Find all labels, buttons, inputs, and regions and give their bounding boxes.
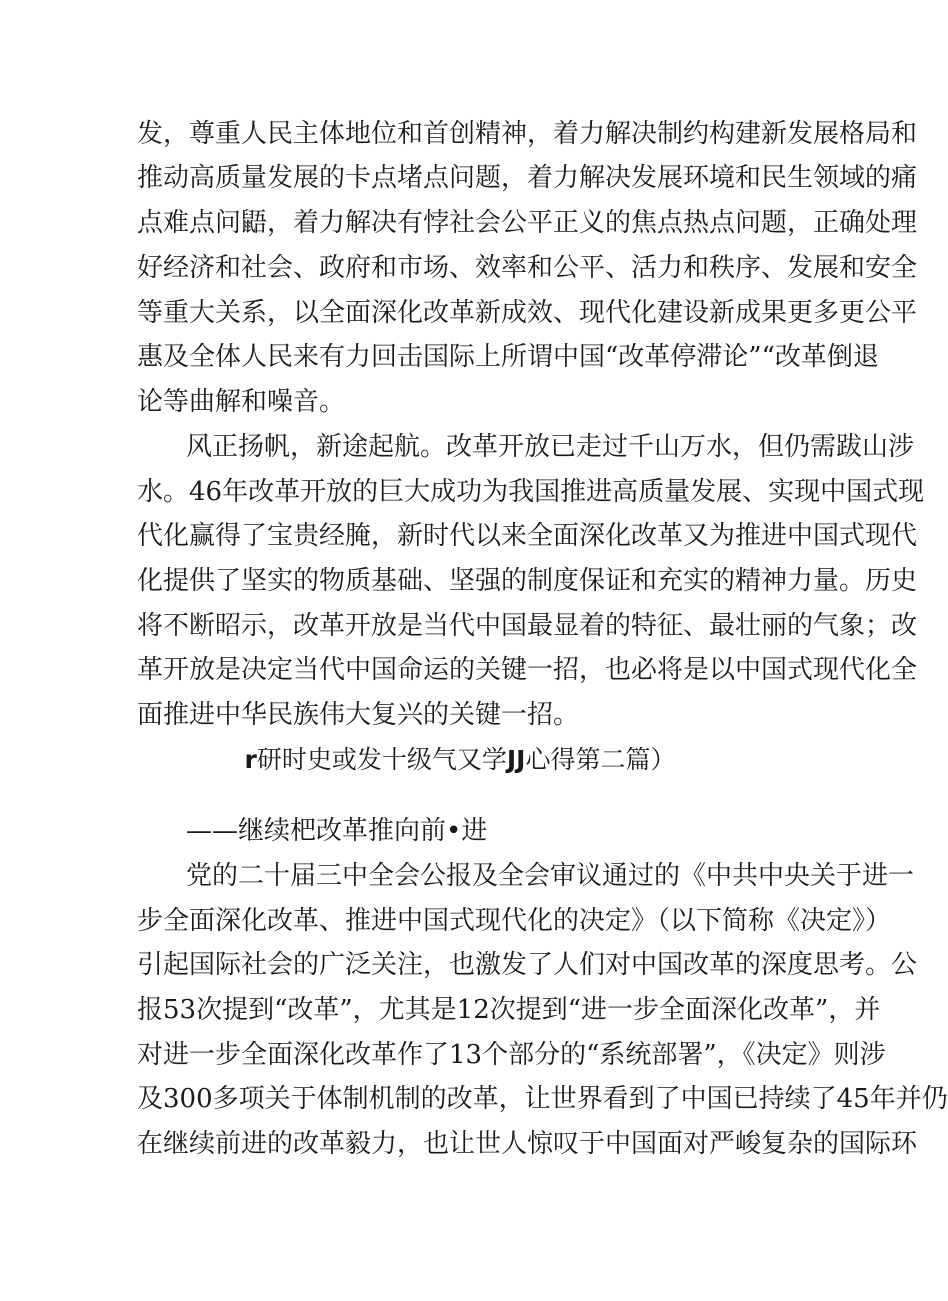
paragraph-1-line: 论等曲解和噪音。	[137, 387, 346, 417]
paragraph-1-line: 发，尊重人民主体地位和首创精神，着力解决制约构建新发展格局和	[137, 119, 918, 149]
paragraph-2-line: 代化赢得了宝贵经腌，新时代以来全面深化改革又为推进中国式现代	[137, 521, 918, 551]
paragraph-2-line: 化提供了坚实的物质基础、坚强的制度保证和充实的精神力量。历史	[137, 566, 918, 596]
paragraph-3-line: 对进一步全面深化改革作了13个部分的“系统部署”，《决定》则涉	[137, 1040, 886, 1070]
paragraph-3-line: 党的二十届三中全会公报及全会审议通过的《中共中央关于进一	[186, 861, 915, 891]
paragraph-2-line: 面推进中华民族伟大复兴的关键一招。	[137, 700, 580, 730]
paragraph-2-line: 风正扬帆，新途起航。改革开放已走过千山万水，但仍需跋山涉	[186, 432, 915, 462]
paragraph-3-line: 引起国际社会的广泛关注，也激发了人们对中国改革的深度思考。公	[137, 950, 918, 980]
paragraph-3-line: 步全面深化改革、推进中国式现代化的决定》（以下简称《决定》）	[137, 906, 892, 936]
section-heading-text: 研时史或发十级气又学	[256, 745, 507, 774]
paragraph-1-line: 推动高质量发展的卡点堵点问题，着力解决发展环境和民生领域的痛	[137, 163, 918, 193]
paragraph-1-line: 惠及全体人民来有力回击国际上所谓中国“改革停滞论”“改革倒退	[137, 342, 879, 372]
subtitle: ——继续杷改革推向前•进	[186, 816, 488, 846]
paragraph-2-line: 水。46年改革开放的巨大成功为我国推进高质量发展、实现中国式现	[137, 477, 925, 507]
paragraph-1-line: 点难点问鼯，着力解决有悖社会公平正义的焦点热点问题，正确处理	[137, 208, 918, 238]
paragraph-1-line: 等重大关系，以全面深化改革新成效、现代化建设新成果更多更公平	[137, 298, 918, 328]
section-heading-text-end: 心得第二篇）	[525, 745, 676, 774]
section-heading-lead: r	[244, 745, 257, 774]
section-heading	[0, 742, 920, 778]
section-heading-mid: JJ	[506, 745, 526, 774]
paragraph-3-line: 在继续前进的改革毅力，也让世人惊叹于中国面对严峻复杂的国际环	[137, 1129, 918, 1159]
paragraph-3-line: 报53次提到“改革”，尤其是12次提到“进一步全面深化改革”，并	[137, 995, 881, 1025]
paragraph-3-line: 及300多项关于体制机制的改革，让世界看到了中国已持续了45年并仍	[137, 1084, 948, 1114]
paragraph-2-line: 革开放是决定当代中国命运的关键一招，也必将是以中国式现代化全	[137, 655, 918, 685]
paragraph-2-line: 将不断昭示，改革开放是当代中国最显着的特征、最壮丽的气象；改	[137, 611, 918, 641]
paragraph-1-line: 好经济和社会、政府和市场、效率和公平、活力和秩序、发展和安全	[137, 253, 918, 283]
